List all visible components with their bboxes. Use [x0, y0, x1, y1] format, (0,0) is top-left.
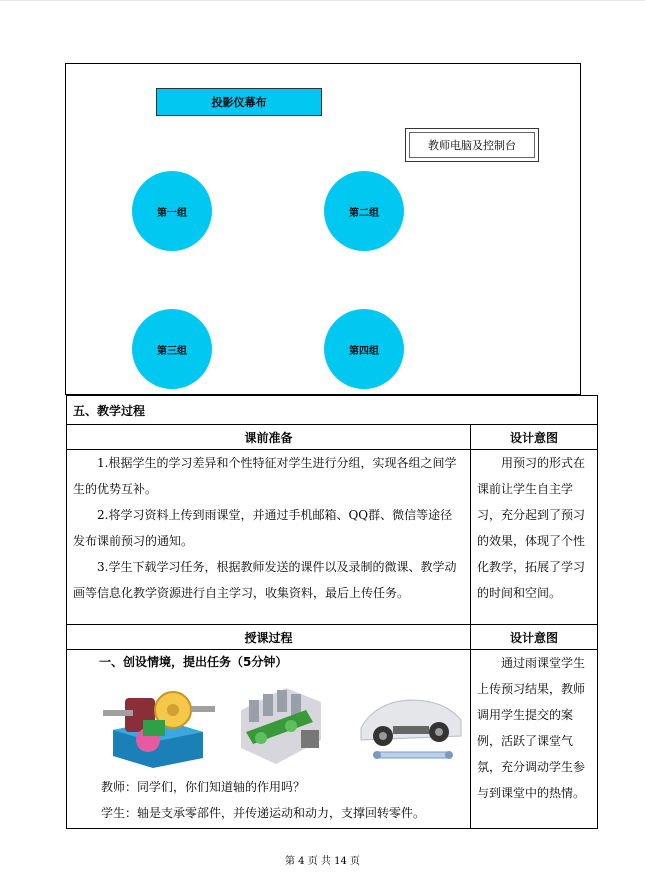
pre-class-intent-text: 用预习的形式在课前让学生自主学习，充分起到了预习的效果，体现了个性化教学，拓展了学习的时间和空间。 — [477, 456, 586, 600]
pre-class-intent-header: 设计意图 — [471, 425, 598, 450]
pre-class-item-3: 3.学生下载学习任务，根据教师发送的课件以及录制的微课、教学动画等信息化教学资源进行自主学习，收集资料，最后上传任务。 — [73, 560, 457, 600]
page-top-line — [0, 0, 645, 1]
in-class-header: 授课过程 — [67, 625, 471, 650]
section-title: 五、教学过程 — [67, 396, 598, 425]
teacher-question: 教师：同学们，你们知道轴的作用吗？ — [101, 780, 306, 794]
group-4-circle: 第四组 — [324, 309, 404, 389]
step-title: 一、创设情境，提出任务（5分钟） — [99, 655, 288, 669]
in-class-intent-text: 通过雨课堂学生上传预习结果，教师调用学生提交的案例，活跃了课堂气氛，充分调动学生参与到课堂中的热情。 — [477, 656, 586, 800]
group-2-circle: 第二组 — [324, 171, 404, 251]
classroom-layout-diagram — [65, 63, 581, 395]
illustration-row — [73, 680, 464, 770]
gearbox-image — [103, 680, 218, 770]
in-class-intent-header: 设计意图 — [471, 625, 598, 650]
teacher-desk-label: 教师电脑及控制台 — [405, 128, 539, 162]
group-3-circle: 第三组 — [132, 309, 212, 389]
pre-class-item-1: 1.根据学生的学习差异和个性特征对学生进行分组，实现各组之间学生的优势互补。 — [73, 456, 457, 496]
pre-class-header: 课前准备 — [67, 425, 471, 450]
group-1-circle: 第一组 — [132, 171, 212, 251]
page-footer: 第 4 页 共 14 页 — [285, 856, 360, 867]
teaching-process-table — [66, 395, 598, 829]
pre-class-item-2: 2.将学习资料上传到雨课堂，并通过手机邮箱、QQ群、微信等途径发布课前预习的通知。 — [73, 508, 453, 548]
car-chassis-image — [355, 680, 467, 770]
engine-image — [231, 680, 331, 770]
projector-screen-label: 投影仪幕布 — [156, 88, 322, 116]
student-answer: 学生：轴是支承零部件，并传递运动和动力，支撑回转零件。 — [101, 806, 426, 820]
